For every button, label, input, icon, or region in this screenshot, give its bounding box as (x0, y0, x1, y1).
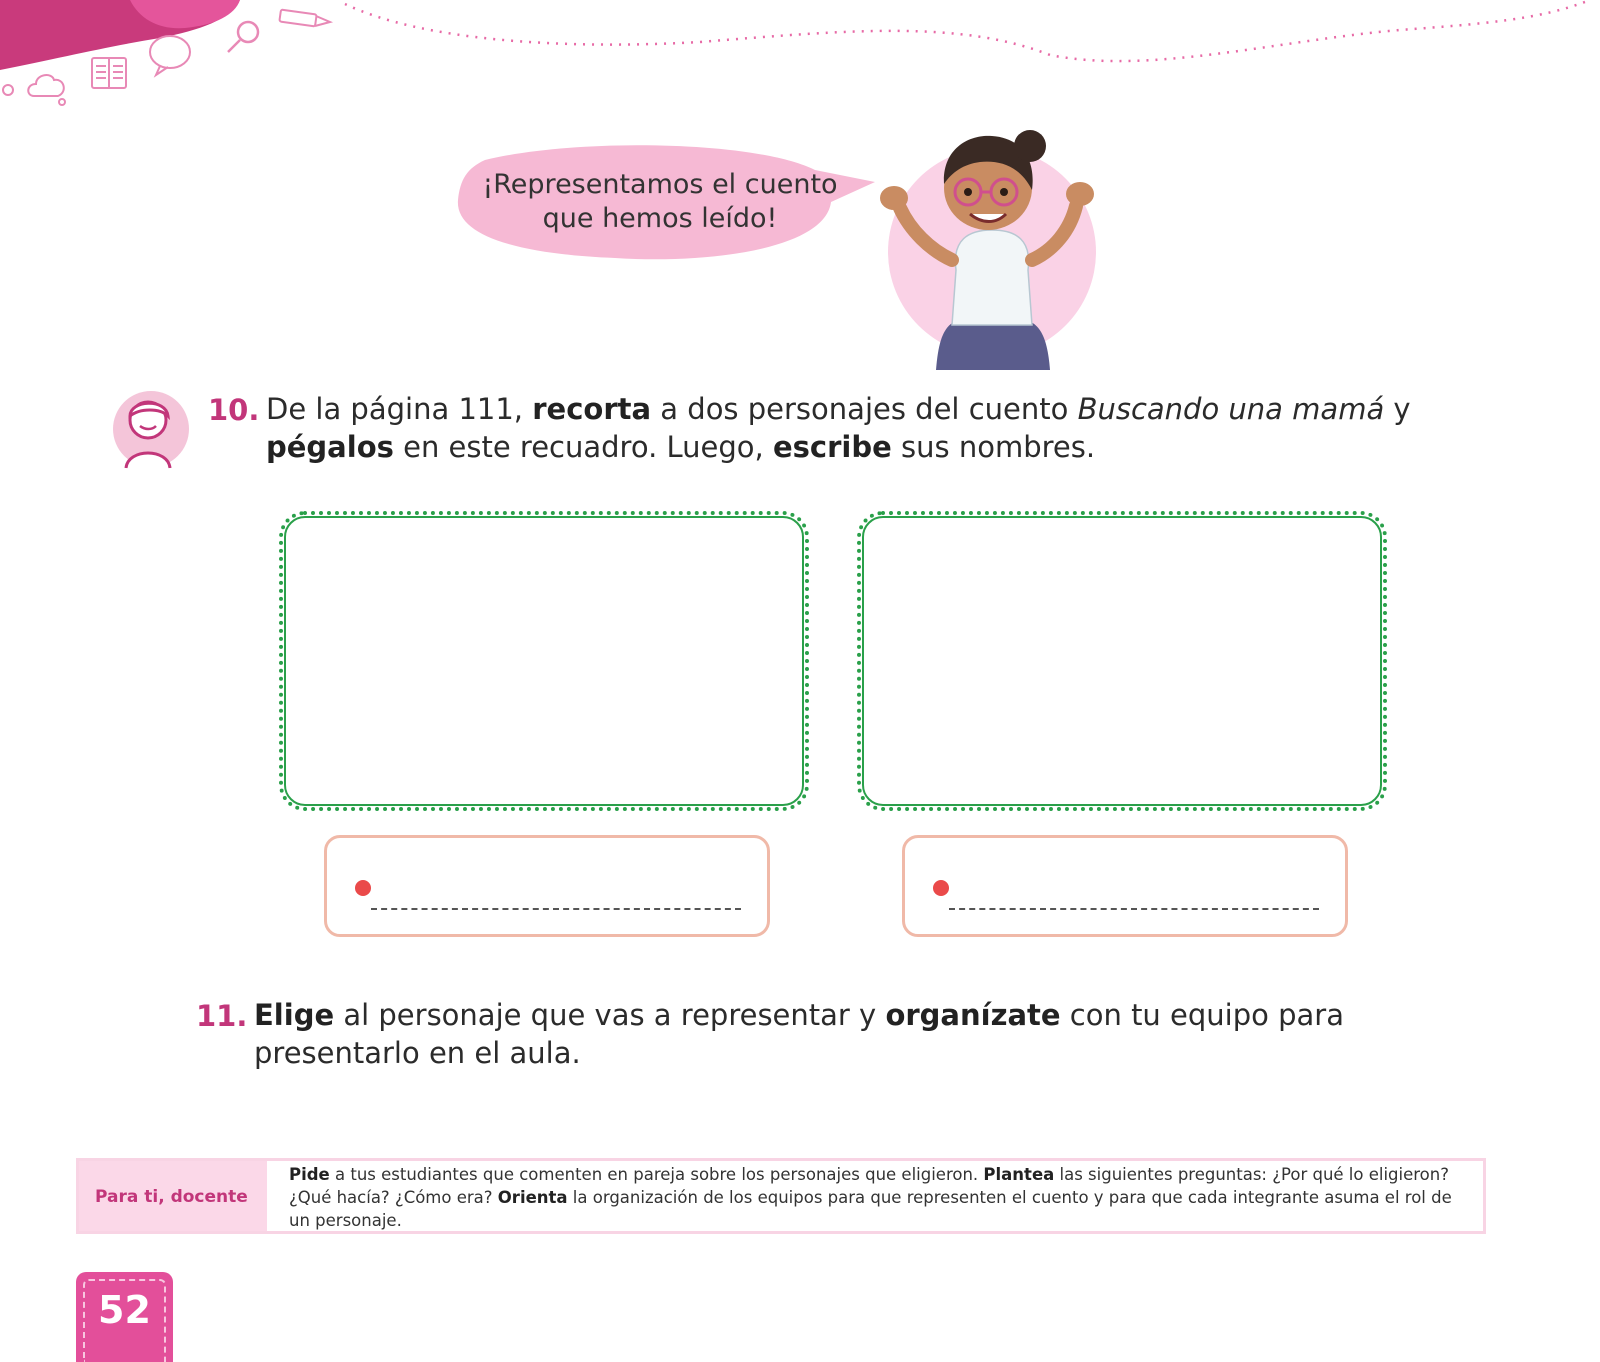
paste-frame-2[interactable] (857, 511, 1387, 811)
page-number: 52 (98, 1288, 151, 1332)
name-write-box-1[interactable] (324, 835, 770, 937)
teacher-icon (110, 388, 192, 470)
teacher-note-text: Pide a tus estudiantes que comenten en pareja sobre los personajes que eligieron. Plantea las siguientes preguntas: ¿Por qué lo eligieron? ¿Qué hacía? ¿Cómo era? Orienta la organización de los equipos para que representen el cuento y para que cada integrante asuma el rol de un personaje. (289, 1165, 1452, 1230)
activity-10-instruction: De la página 111, recorta a dos personajes del cuento Buscando una mamá y pégalos en este recuadro. Luego, escribe sus nombres. (266, 392, 1411, 464)
header-decoration (0, 0, 1600, 120)
teacher-note-label: Para ti, docente (95, 1187, 248, 1207)
activity-11-number: 11. (196, 999, 248, 1033)
name-write-box-2[interactable] (902, 835, 1348, 937)
girl-character-illustration (860, 120, 1100, 370)
book-icon (92, 58, 126, 88)
teacher-note-label-box (79, 1161, 267, 1231)
write-line[interactable] (949, 908, 1319, 910)
speech-bubble-text: ¡Representamos el cuento que hemos leído! (482, 169, 838, 234)
paste-frame-1[interactable] (279, 511, 809, 811)
write-line[interactable] (371, 908, 741, 910)
bullet-dot (933, 880, 949, 896)
cloud-icon (3, 75, 65, 105)
speech-bubble-icon (150, 36, 190, 75)
magnifier-icon (228, 22, 258, 52)
activity-11-instruction: Elige al personaje que vas a representar y organízate con tu equipo para presentarlo en el aula. (254, 998, 1344, 1070)
bullet-dot (355, 880, 371, 896)
teacher-note-box (76, 1158, 1486, 1234)
pencil-icon (279, 10, 330, 27)
page-number-tab (76, 1272, 173, 1362)
activity-10-number: 10. (208, 393, 260, 427)
